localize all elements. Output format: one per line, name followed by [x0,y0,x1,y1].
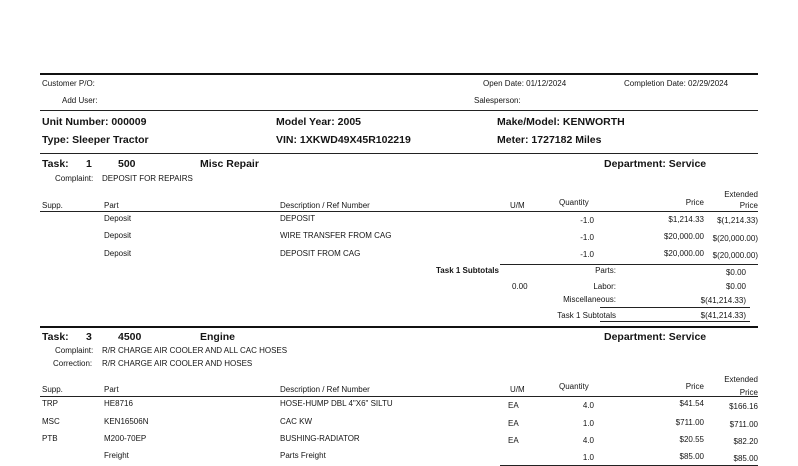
row-price: $85.00 [679,452,704,461]
misc-label: Miscellaneous: [563,295,616,304]
task3-correction: R/R CHARGE AIR COOLER AND HOSES [102,359,253,368]
row-description: Parts Freight [280,451,326,460]
parts-label: Parts: [595,266,616,275]
customer-po-label: Customer P/O: [42,79,95,88]
row-price: $20.55 [679,435,704,444]
col-extended-1: Extended [724,190,758,199]
misc-value: $(41,214.33) [700,296,746,305]
row-quantity: 1.0 [582,419,594,428]
col-quantity: Quantity [559,198,589,207]
row-price: $711.00 [675,418,704,427]
salesperson-label: Salesperson: [474,96,521,105]
col-quantity: Quantity [559,382,589,391]
task3-complaint: R/R CHARGE AIR COOLER AND ALL CAC HOSES [102,346,288,355]
unit-type: Type: Sleeper Tractor [42,134,149,146]
col-extended-2: Price [739,201,758,210]
labor-value: $0.00 [725,282,746,291]
top-rule [40,73,758,75]
header-rule [40,110,758,111]
row-supp: MSC [42,417,60,426]
row-part: M200-70EP [104,434,147,443]
row-part: Freight [104,451,129,460]
task1-number: 1 [86,158,92,170]
task1-code: 500 [118,158,136,170]
col-supp: Supp. [42,385,63,394]
row-price: $20,000.00 [663,249,704,258]
row-extended: $711.00 [729,420,758,429]
row-price: $1,214.33 [668,215,704,224]
meter: Meter: 1727182 Miles [497,134,602,146]
row-extended: $(20,000.00) [712,234,758,243]
task1-complaint-label: Complaint: [55,174,94,183]
labor-label: Labor: [593,282,616,291]
row-extended: $(1,214.33) [717,216,758,225]
row-description: CAC KW [280,417,312,426]
parts-value: $0.00 [725,268,746,277]
col-price: Price [685,382,704,391]
row-price: $20,000.00 [663,232,704,241]
make-model: Make/Model: KENWORTH [497,116,625,128]
task1-total-label: Task 1 Subtotals [557,311,616,320]
row-quantity: -1.0 [580,216,594,225]
task3-code: 4500 [118,331,142,343]
row-part: Deposit [104,249,132,258]
row-quantity: -1.0 [580,233,594,242]
task1-total-value: $(41,214.33) [700,311,746,320]
task1-header-rule [40,211,758,212]
open-date: Open Date: 01/12/2024 [483,79,567,88]
row-part: HE8716 [104,399,133,408]
row-quantity: 4.0 [582,436,594,445]
vin: VIN: 1XKWD49X45R102219 [276,134,411,146]
col-price: Price [685,198,704,207]
task1-label: Task: [42,158,69,170]
task3-number: 3 [86,331,92,343]
row-description: BUSHING-RADIATOR [280,434,360,443]
col-extended-1: Extended [724,375,758,384]
row-part: Deposit [104,214,132,223]
row-um: EA [508,419,519,428]
col-supp: Supp. [42,201,63,210]
row-extended: $(20,000.00) [712,251,758,260]
model-year: Model Year: 2005 [276,116,362,128]
row-quantity: 4.0 [582,401,594,410]
col-um: U/M [510,385,525,394]
task1-subtotals-title: Task 1 Subtotals [436,266,499,275]
row-quantity: 1.0 [582,453,594,462]
add-user-label: Add User: [62,96,98,105]
subtotal-total-rule [600,307,750,308]
completion-date: Completion Date: 02/29/2024 [624,79,729,88]
row-extended: $166.16 [729,402,758,411]
row-supp: PTB [42,434,58,443]
row-supp: TRP [42,399,58,408]
row-part: KEN16506N [104,417,149,426]
col-part: Part [104,201,119,210]
task3-label: Task: [42,331,69,343]
subtotal-rule [500,264,758,265]
task3-complaint-label: Complaint: [55,346,94,355]
row-description: DEPOSIT FROM CAG [280,249,361,258]
col-description: Description / Ref Number [280,201,370,210]
subtotal-double-rule [600,321,750,322]
task1-complaint: DEPOSIT FOR REPAIRS [102,174,193,183]
col-um: U/M [510,201,525,210]
col-part: Part [104,385,119,394]
unit-rule [40,153,758,154]
row-description: HOSE-HUMP DBL 4"X6" SILTU [280,399,393,408]
task3-header-rule [40,396,758,397]
row-description: WIRE TRANSFER FROM CAG [280,231,392,240]
row-extended: $82.20 [733,437,758,446]
task-separator-rule [40,326,758,328]
col-description: Description / Ref Number [280,385,370,394]
task3-correction-label: Correction: [53,359,93,368]
row-um: EA [508,436,519,445]
task3-name: Engine [200,331,236,343]
row-description: DEPOSIT [280,214,316,223]
col-extended-2: Price [739,388,758,397]
row-part: Deposit [104,231,132,240]
task1-name: Misc Repair [200,158,259,170]
row-price: $41.54 [679,399,704,408]
task1-hours: 0.00 [512,282,528,291]
task3-department: Department: Service [604,331,707,343]
task1-department: Department: Service [604,158,707,170]
row-quantity: -1.0 [580,250,594,259]
unit-number: Unit Number: 000009 [42,116,147,128]
row-um: EA [508,401,519,410]
row-extended: $85.00 [733,454,758,463]
